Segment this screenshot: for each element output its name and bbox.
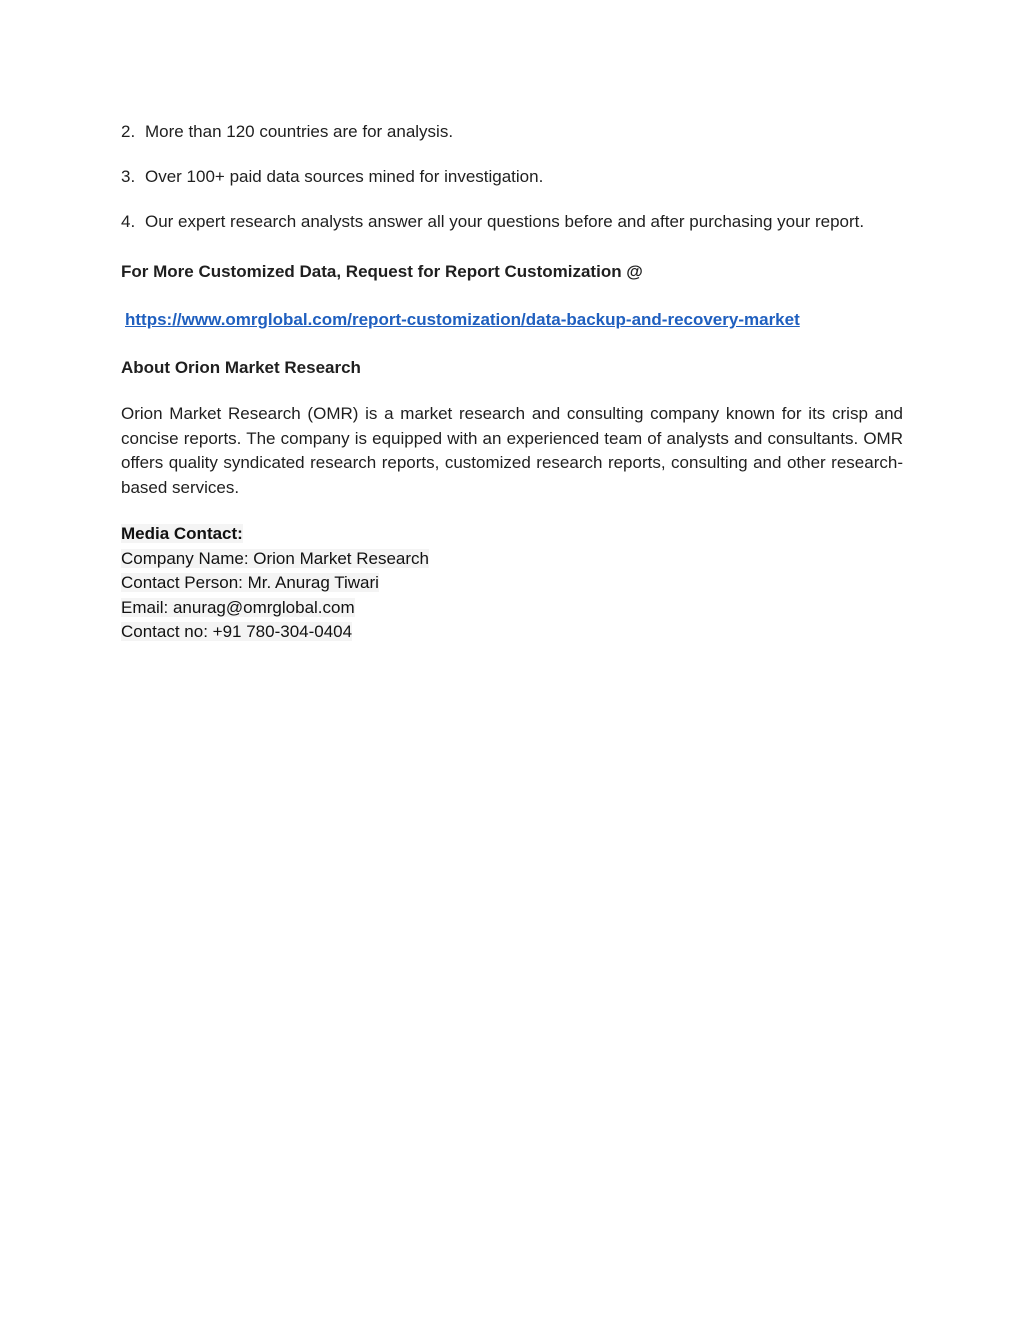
company-name-line: Company Name: Orion Market Research [121, 548, 430, 568]
media-contact-block [121, 522, 903, 645]
list-item-number: 3. [121, 167, 136, 186]
customization-cta: For More Customized Data, Request for Report Customization @ [121, 262, 643, 281]
list-item [121, 208, 903, 236]
media-contact-heading: Media Contact: [121, 524, 243, 543]
phone-line: Contact no: +91 780-304-0404 [121, 622, 353, 641]
customization-link-row [121, 306, 903, 334]
about-heading: About Orion Market Research [121, 358, 361, 377]
document-content [121, 118, 903, 645]
about-paragraph: Orion Market Research (OMR) is a market research and consulting company known for its crisp and concise reports. The company is equipped with an experienced team of analysts and consultants. OMR offers quality syndicated research reports, customized research reports, consulting and other research-based services. [121, 404, 903, 497]
list-item-number: 4. [121, 212, 136, 231]
list-item [121, 118, 903, 146]
customization-link[interactable]: https://www.omrglobal.com/report-customization/data-backup-and-recovery-market [125, 310, 800, 329]
list-item [121, 163, 903, 191]
list-item-text: Over 100+ paid data sources mined for investigation. [145, 167, 544, 186]
email-line: Email: anurag@omrglobal.com [121, 597, 355, 617]
contact-person-line: Contact Person: Mr. Anurag Tiwari [121, 573, 379, 592]
list-item-number: 2. [121, 122, 136, 141]
list-item-text: More than 120 countries are for analysis. [145, 122, 454, 141]
list-item-text: Our expert research analysts answer all your questions before and after purchasing your report. [145, 212, 865, 231]
